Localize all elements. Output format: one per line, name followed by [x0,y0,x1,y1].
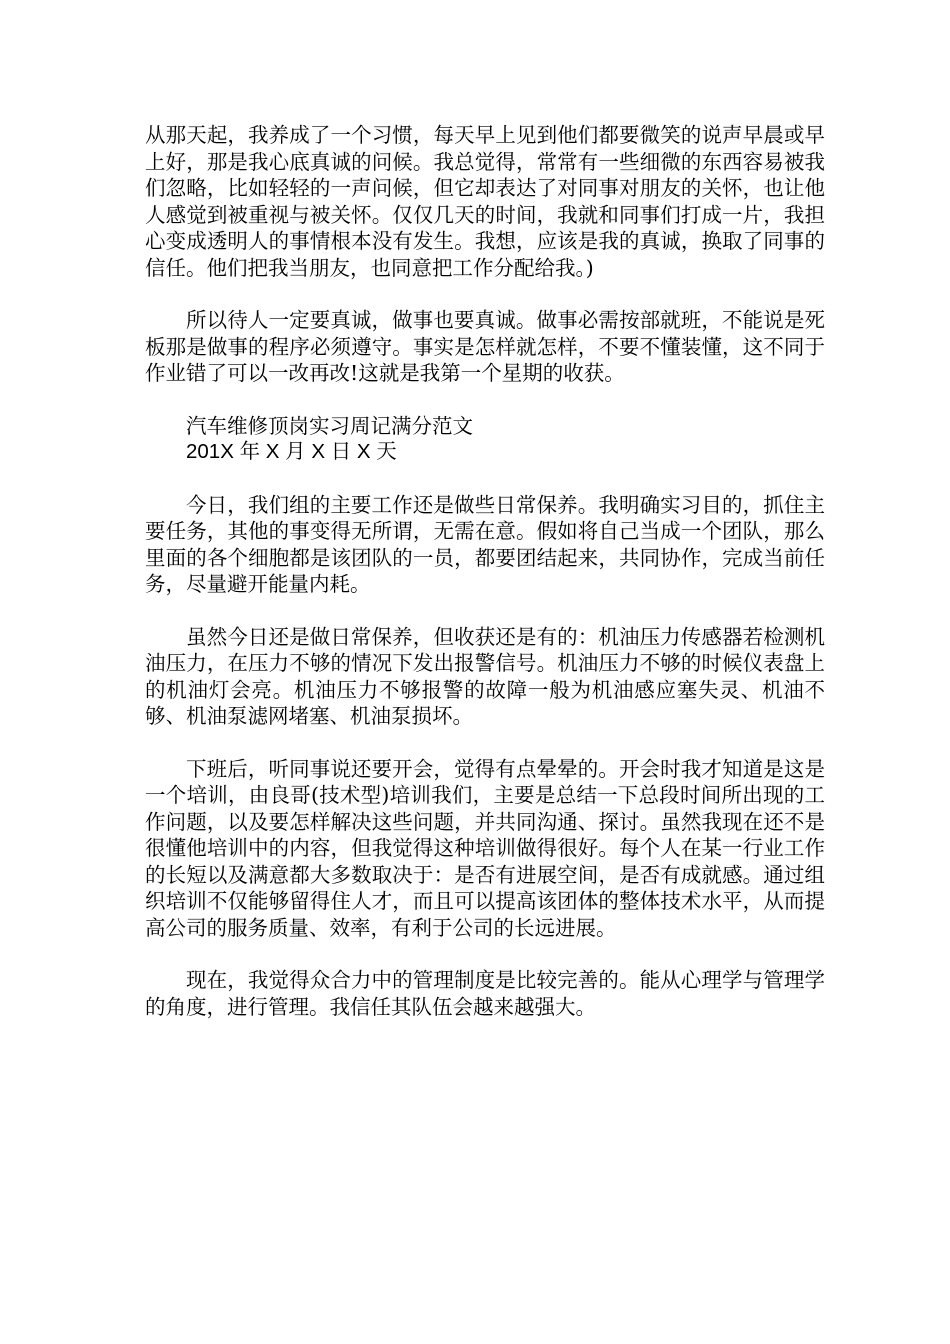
paragraph-training-meeting: 下班后，听同事说还要开会，觉得有点晕晕的。开会时我才知道是这是一个培训，由良哥(技术型)培训我们，主要是总结一下总段时间所出现的工作问题，以及要怎样解决这些问题，并共同沟通、探讨。虽然我现在还不是很懂他培训中的内容，但我觉得这种培训做得很好。每个人在某一行业工作的长短以及满意都大多数取决于：是否有进展空间，是否有成就感。通过组织培训不仅能够留得住人才，而且可以提高该团体的整体技术水平，从而提高公司的服务质量、效率，有利于公司的长远进展。 [145,756,825,940]
paragraph-sincerity: 所以待人一定要真诚，做事也要真诚。做事必需按部就班，不能说是死板那是做事的程序必须遵守。事实是怎样就怎样，不要不懂装懂，这不同于作业错了可以一改再改!这就是我第一个星期的收获。 [145,308,825,385]
paragraph-greeting-habit: 从那天起，我养成了一个习惯，每天早上见到他们都要微笑的说声早晨或早上好，那是我心底真诚的问候。我总觉得，常常有一些细微的东西容易被我们忽略，比如轻轻的一声问候，但它却表达了对同事对朋友的关怀，也让他人感觉到被重视与被关怀。仅仅几天的时间，我就和同事们打成一片，我担心变成透明人的事情根本没有发生。我想，应该是我的真诚，换取了同事的信任。他们把我当朋友，也同意把工作分配给我。) [145,123,825,280]
paragraph-oil-pressure: 虽然今日还是做日常保养，但收获还是有的：机油压力传感器若检测机油压力，在压力不够的情况下发出报警信号。机油压力不够的时候仪表盘上的机油灯会亮。机油压力不够报警的故障一般为机油感应塞失灵、机油不够、机油泵滤网堵塞、机油泵损坏。 [145,624,825,728]
journal-heading [145,413,825,466]
paragraph-daily-maintenance: 今日，我们组的主要工作还是做些日常保养。我明确实习目的，抓住主要任务，其他的事变得无所谓，无需在意。假如将自己当成一个团队，那么里面的各个细胞都是该团队的一员，都要团结起来，共同协作，完成当前任务，尽量避开能量内耗。 [145,492,825,596]
journal-title: 汽车维修顶岗实习周记满分范文 [186,413,473,438]
journal-date: 201X 年 X 月 X 日 X 天 [186,440,397,463]
paragraph-management: 现在，我觉得众合力中的管理制度是比较完善的。能从心理学与管理学的角度，进行管理。我信任其队伍会越来越强大。 [145,968,825,1019]
document-page [145,122,825,1046]
